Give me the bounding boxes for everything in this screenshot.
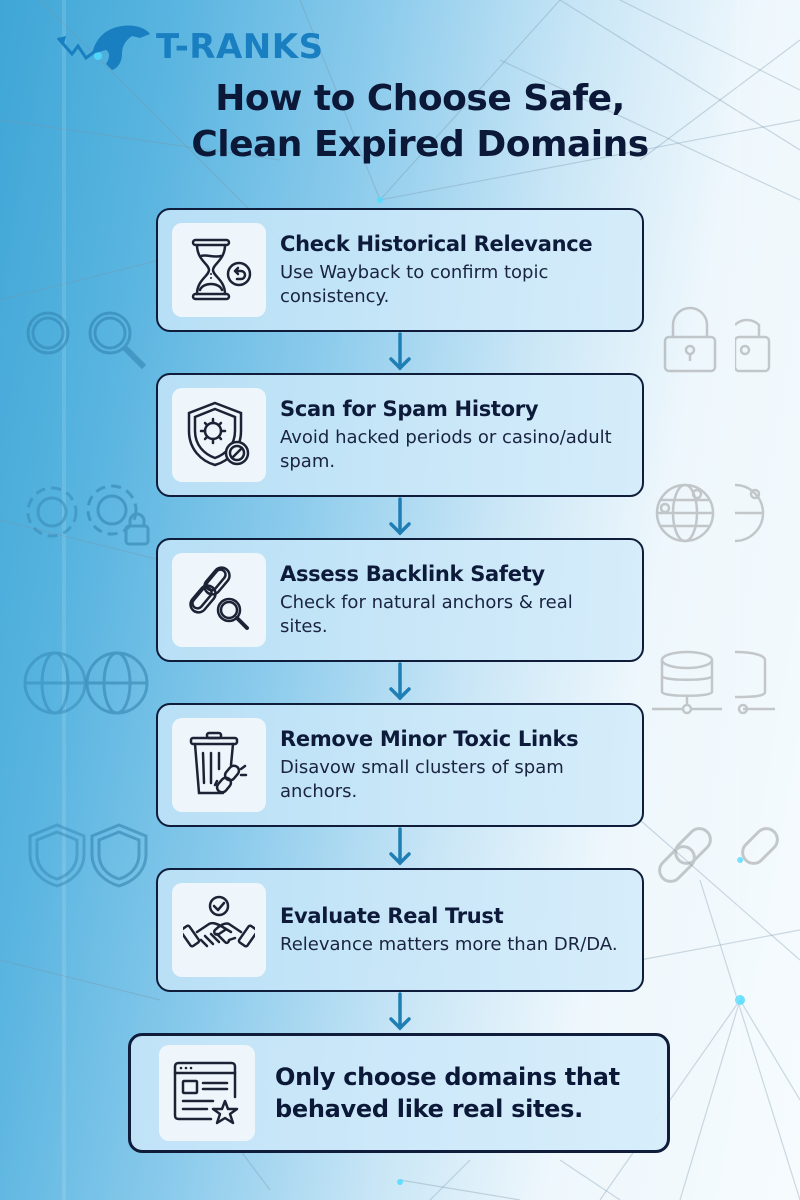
step-title: Remove Minor Toxic Links bbox=[280, 727, 579, 751]
title-line-1: How to Choose Safe, bbox=[215, 78, 625, 119]
bg-strip bbox=[736, 0, 740, 1200]
chain-link-icon bbox=[652, 820, 722, 890]
page-title bbox=[0, 76, 800, 168]
step-icon-tile bbox=[172, 553, 266, 647]
flow-arrow-icon bbox=[388, 497, 412, 537]
logo-text: T-RANKS bbox=[156, 27, 324, 67]
step-title: Check Historical Relevance bbox=[280, 232, 593, 256]
magnifier-icon bbox=[82, 305, 152, 375]
step-card-2 bbox=[156, 373, 644, 497]
title-line-2: Clean Expired Domains bbox=[191, 124, 649, 165]
step-title: Assess Backlink Safety bbox=[280, 562, 545, 586]
step-icon-tile bbox=[172, 388, 266, 482]
brand-logo bbox=[56, 24, 324, 70]
step-title: Evaluate Real Trust bbox=[280, 904, 504, 928]
webpage-star-icon bbox=[171, 1057, 243, 1129]
globe-icon bbox=[82, 648, 152, 718]
magnifier-icon bbox=[20, 305, 90, 375]
step-description: Check for natural anchors & real sites. bbox=[280, 592, 573, 637]
chain-link-search-icon bbox=[183, 564, 255, 636]
bg-strip bbox=[62, 0, 66, 1200]
dinosaur-chart-icon bbox=[56, 24, 152, 70]
flow-arrow-icon bbox=[388, 332, 412, 372]
step-description: Disavow small clusters of spam anchors. bbox=[280, 757, 564, 802]
step-icon-tile bbox=[172, 223, 266, 317]
gear-lock-icon bbox=[82, 478, 152, 548]
conclusion-card bbox=[128, 1033, 670, 1153]
flow-arrow-icon bbox=[388, 827, 412, 867]
flow-arrow-icon bbox=[388, 992, 412, 1032]
step-description: Use Wayback to confirm topic consistency. bbox=[280, 262, 549, 307]
gear-icon bbox=[20, 478, 90, 548]
step-description: Avoid hacked periods or casino/adult spam. bbox=[280, 427, 612, 472]
conclusion-text: Only choose domains that behaved like real sites. bbox=[275, 1063, 620, 1123]
step-card-3 bbox=[156, 538, 644, 662]
shield-icon bbox=[84, 820, 154, 890]
step-card-1 bbox=[156, 208, 644, 332]
hourglass-history-icon bbox=[183, 234, 255, 306]
step-title: Scan for Spam History bbox=[280, 397, 539, 421]
flow-arrow-icon bbox=[388, 662, 412, 702]
step-description: Relevance matters more than DR/DA. bbox=[280, 934, 618, 955]
database-network-icon bbox=[735, 648, 800, 718]
step-card-4 bbox=[156, 703, 644, 827]
trash-broken-link-icon bbox=[183, 729, 255, 801]
step-card-5 bbox=[156, 868, 644, 992]
shield-icon bbox=[22, 820, 92, 890]
network-globe-icon bbox=[650, 478, 720, 548]
conclusion-icon-tile bbox=[159, 1045, 255, 1141]
padlock-icon bbox=[655, 305, 725, 375]
padlock-icon bbox=[735, 305, 800, 375]
globe-icon bbox=[20, 648, 90, 718]
network-globe-icon bbox=[735, 478, 800, 548]
shield-virus-blocked-icon bbox=[183, 399, 255, 471]
handshake-check-icon bbox=[183, 894, 255, 966]
database-network-icon bbox=[652, 648, 722, 718]
step-icon-tile bbox=[172, 883, 266, 977]
step-icon-tile bbox=[172, 718, 266, 812]
chain-link-icon bbox=[735, 820, 800, 890]
